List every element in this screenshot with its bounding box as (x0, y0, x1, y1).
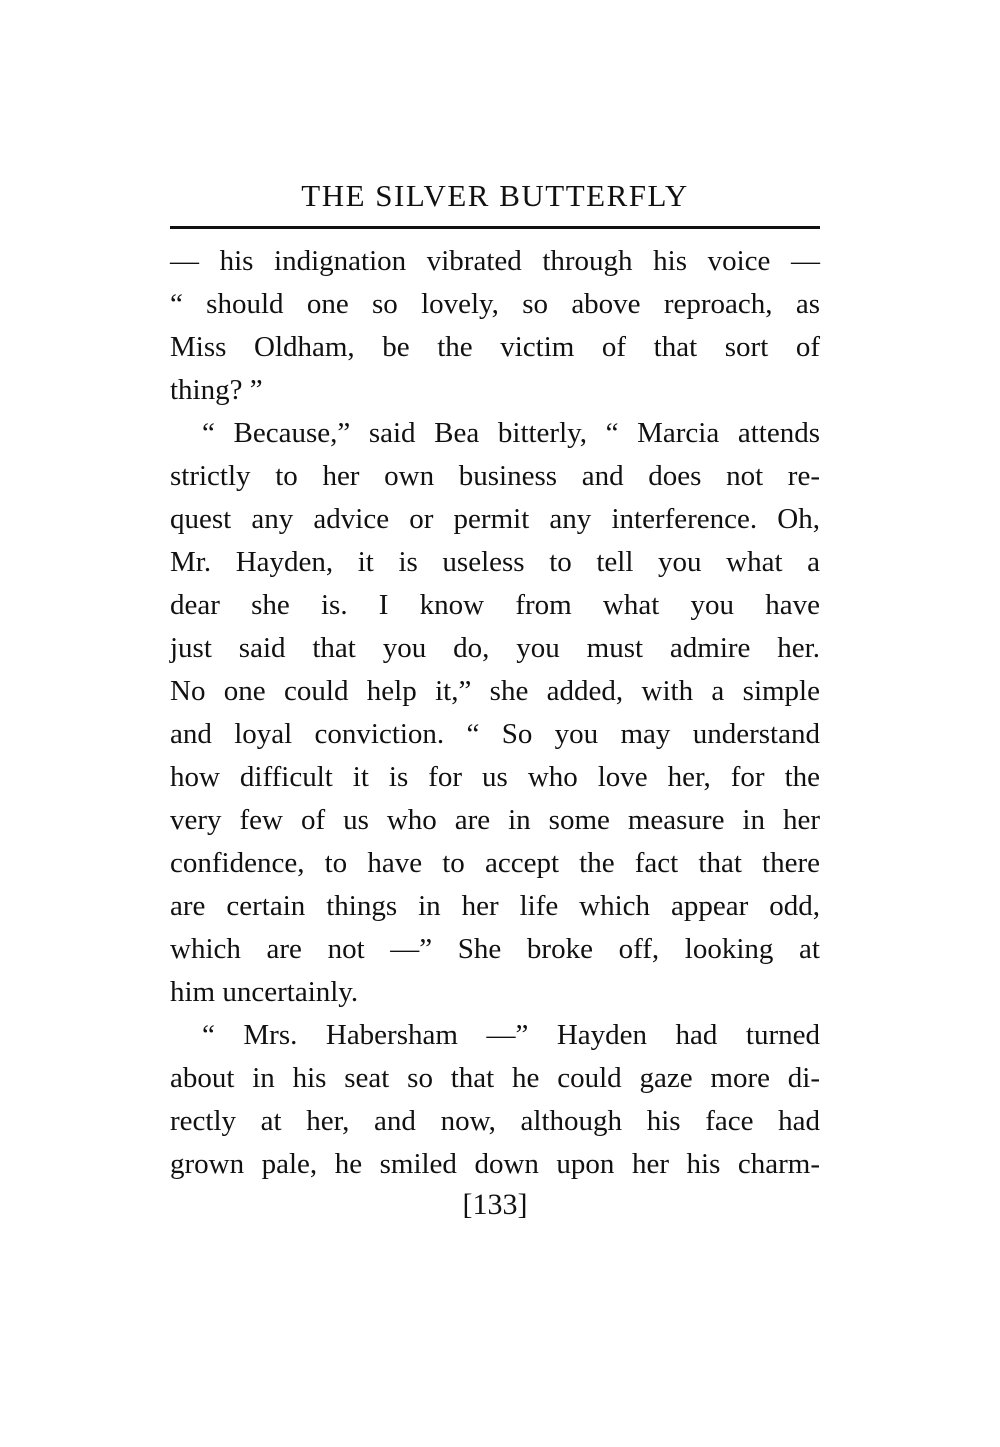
text-line: “ Mrs. Habersham —” Hayden had turned (202, 1019, 820, 1051)
text-line: how difficult it is for us who love her, for the (170, 761, 820, 793)
text-line: confidence, to have to accept the fact that there (170, 847, 820, 879)
text-line: — his indignation vibrated through his voice — (170, 245, 820, 277)
text-line: grown pale, he smiled down upon her his charm- (170, 1148, 820, 1180)
running-head-title: THE SILVER BUTTERFLY (301, 178, 689, 213)
text-line: “ should one so lovely, so above reproach, as (170, 288, 820, 320)
text-line: Mr. Hayden, it is useless to tell you what a (170, 546, 820, 578)
text-line: about in his seat so that he could gaze more di- (170, 1062, 820, 1094)
text-line: which are not —” She broke off, looking at (170, 933, 820, 965)
text-line: just said that you do, you must admire her. (170, 632, 820, 664)
text-line: rectly at her, and now, although his face had (170, 1105, 820, 1137)
text-line: “ Because,” said Bea bitterly, “ Marcia attends (202, 417, 820, 449)
header-rule (170, 226, 820, 229)
text-line: very few of us who are in some measure in her (170, 804, 820, 836)
text-line: No one could help it,” she added, with a simple (170, 675, 820, 707)
text-line: dear she is. I know from what you have (170, 589, 820, 621)
text-line: him uncertainly. (170, 976, 359, 1008)
text-line: strictly to her own business and does not re- (170, 460, 820, 492)
text-line: are certain things in her life which appear odd, (170, 890, 820, 922)
text-line: quest any advice or permit any interference. Oh, (170, 503, 820, 535)
page-number: [133] (462, 1188, 528, 1221)
text-line: thing? ” (170, 374, 263, 406)
text-line: and loyal conviction. “ So you may understand (170, 718, 820, 750)
page-body (170, 240, 820, 1186)
text-line: Miss Oldham, be the victim of that sort of (170, 331, 820, 363)
